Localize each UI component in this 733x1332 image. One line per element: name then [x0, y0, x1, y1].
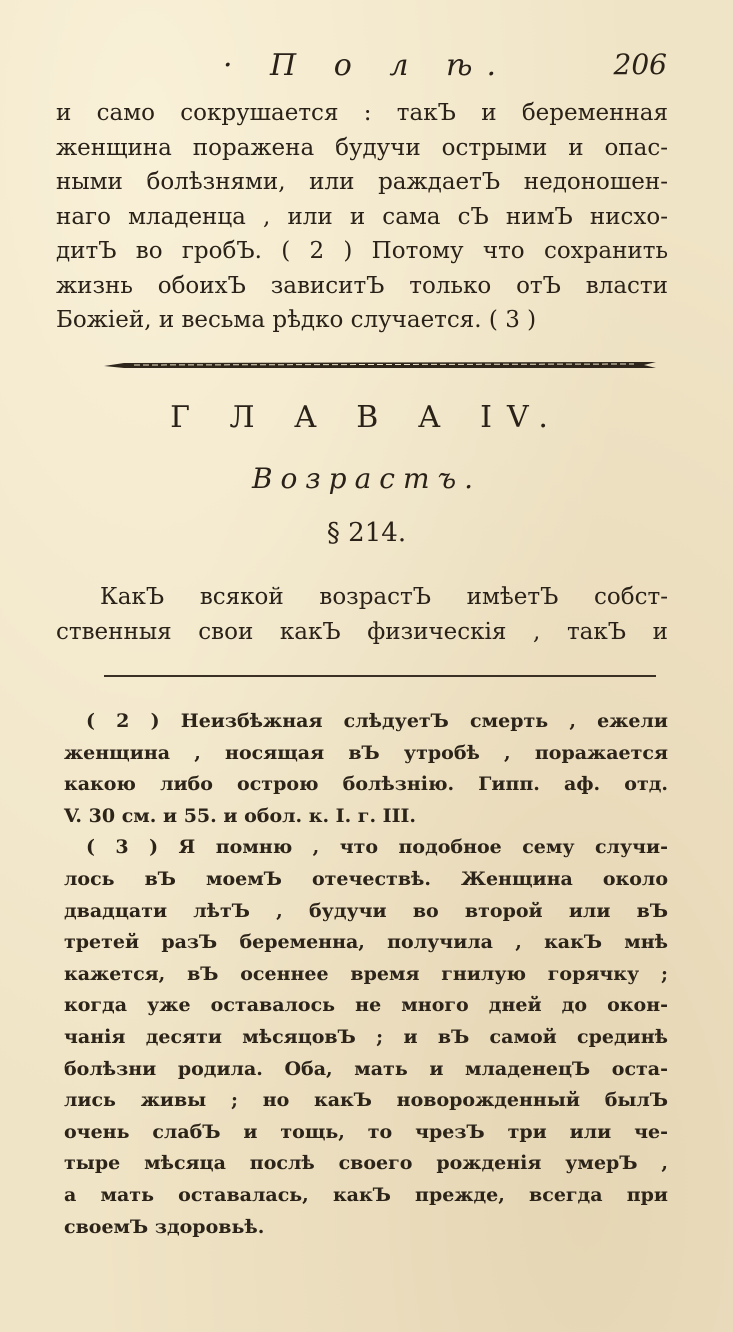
footnote-line: V. 30 см. и 55. и обол. к. I. г. III.: [64, 804, 416, 827]
footnotes: [64, 706, 668, 1243]
chapter-heading: Г Л А В А IV.: [170, 400, 563, 435]
text-line: Божіей, и весьма рѣдко случается. ( 3 ): [56, 307, 537, 333]
section-number: § 214.: [326, 518, 407, 548]
footnote-line: а мать оставалась, какЪ прежде, всегда при: [64, 1183, 668, 1206]
text-line: женщина поражена будучи острыми и опас-: [56, 134, 668, 161]
text-line: КакЪ всякой возрастЪ имѣетЪ собст-: [100, 584, 668, 610]
main-text-top: [56, 96, 668, 338]
footnote-line: какою либо острою болѣзнію. Гипп. аф. отд.: [64, 773, 668, 796]
main-text-bottom: [56, 580, 668, 649]
text-line: жизнь обоихЪ зависитЪ только отЪ власти: [56, 272, 668, 299]
footnote-line: болѣзни родила. Оба, мать и младенецЪ оста-: [64, 1057, 668, 1080]
page-header: [0, 44, 733, 88]
running-title: · П о л ѣ.: [222, 48, 510, 83]
chapter-subtitle: Возрастъ.: [251, 462, 482, 495]
footnote-line: ( 3 ) Я помню , что подобное сему случи-: [86, 836, 668, 859]
footnote-line: когда уже оставалось не много дней до окон-: [64, 994, 668, 1017]
footnote-line: тыре мѣсяца послѣ своего рожденія умерЪ ,: [64, 1152, 668, 1175]
text-line: и само сокрушается : такЪ и беременная: [56, 100, 668, 126]
footnote-line: чанія десяти мѣсяцовЪ ; и вЪ самой срединѣ: [64, 1025, 668, 1048]
footnote-line: ( 2 ) Неизбѣжная слѣдуетЪ смерть , ежели: [86, 710, 668, 732]
footnote-line: двадцати лѣтЪ , будучи во второй или вЪ: [64, 899, 668, 922]
text-line: наго младенца , или и сама сЪ нимЪ нисхо-: [56, 203, 668, 230]
footnote-line: своемЪ здоровьѣ.: [64, 1215, 265, 1238]
text-line: ственныя свои какЪ физическія , такЪ и: [56, 618, 668, 645]
footnote-line: очень слабЪ и тощь, то чрезЪ три или че-: [64, 1120, 668, 1143]
footnote-line: кажется, вЪ осеннее время гнилую горячку ;: [64, 962, 668, 985]
text-line: ными болѣзнями, или раждаетЪ недоношен-: [56, 169, 668, 195]
footnote-line: лось вЪ моемЪ отечествѣ. Женщина около: [64, 867, 668, 890]
page-number: 206: [613, 48, 667, 81]
ornamental-rule: [104, 360, 656, 370]
footnote-line: третей разЪ беременна, получила , какЪ мнѣ: [64, 931, 668, 954]
footnote-line: женщина , носящая вЪ утробѣ , поражается: [64, 741, 668, 764]
footnote-separator: [104, 675, 656, 677]
footnote-line: лись живы ; но какЪ новорожденный былЪ: [64, 1089, 668, 1112]
text-line: дитЪ во гробЪ. ( 2 ) Потому что сохранить: [56, 238, 668, 264]
